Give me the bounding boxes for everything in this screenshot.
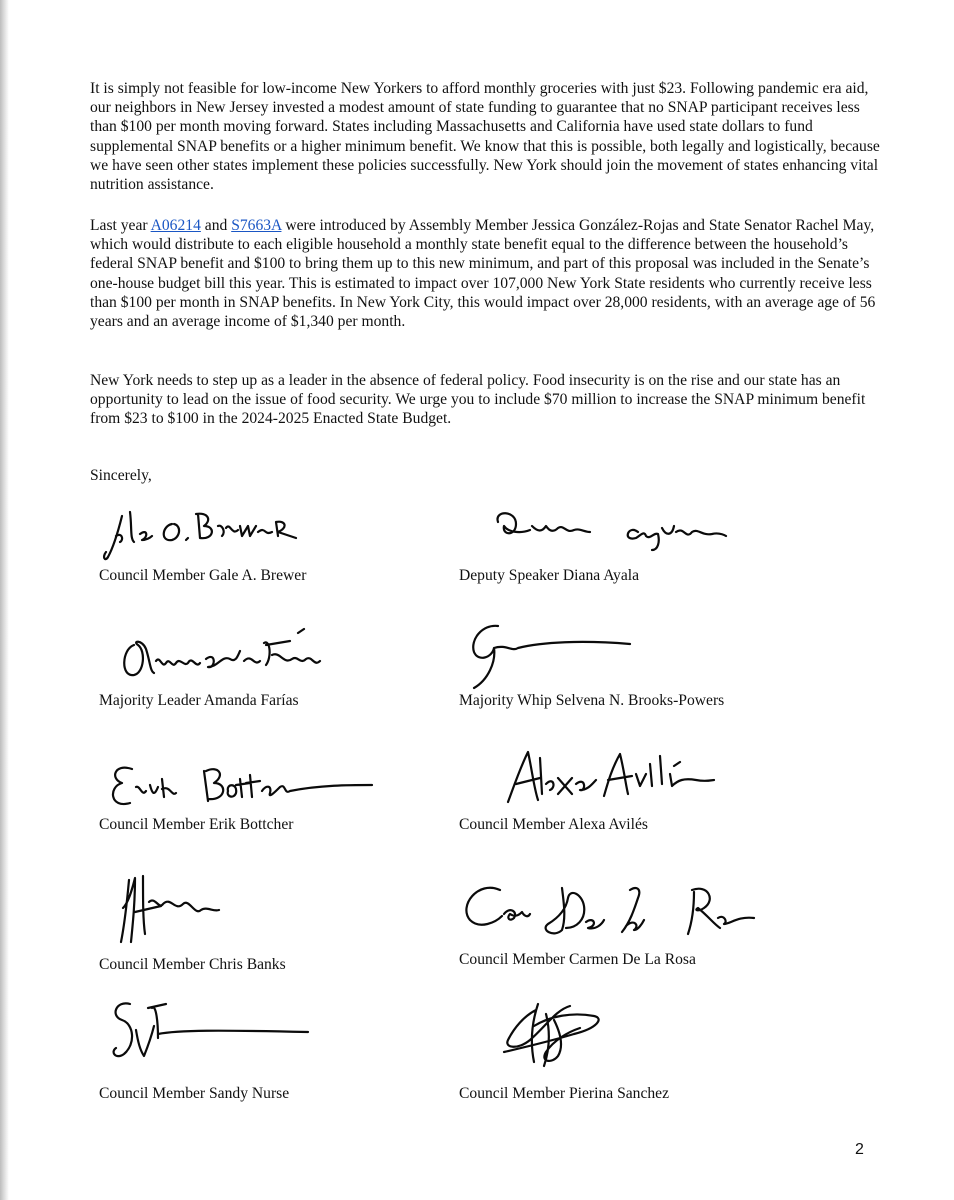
signatory-name: Council Member Alexa Avilés — [459, 816, 648, 833]
page-edge-shadow — [0, 0, 9, 1200]
signature-carmen-de-la-rosa — [458, 878, 768, 942]
closing-sincerely: Sincerely, — [90, 467, 152, 484]
signatory-name: Majority Whip Selvena N. Brooks-Powers — [459, 692, 725, 709]
signatory-name: Deputy Speaker Diana Ayala — [459, 567, 639, 584]
signature-alexa-aviles — [500, 744, 730, 808]
bill-link-s7663a[interactable]: S7663A — [231, 217, 282, 234]
paragraph-legislation-intro: Last year — [90, 217, 151, 234]
signatory-name: Council Member Pierina Sanchez — [459, 1085, 670, 1102]
signature-gale-brewer — [100, 502, 330, 564]
signatory-name: Council Member Carmen De La Rosa — [459, 951, 696, 968]
paragraph-legislation-rest: were introduced by Assembly Member Jessica González-Rojas and State Senator Rachel May, which would distribute to each eligible household a monthly state benefit equal to the difference between the household’s federal SNAP benefit and $100 to bring them up to this new minimum, and part of this proposal was included in the Senate’s one-house budget bill this year. This is estimated to impact over 107,000 New York State residents who currently receive less than $100 per month in SNAP benefits. In New York City, this would impact over 28,000 residents, with an average age of 56 years and an average income of $1,340 per month. — [90, 217, 876, 331]
signatory-name: Council Member Sandy Nurse — [99, 1085, 290, 1102]
signature-pierina-sanchez — [494, 996, 614, 1072]
signature-erik-bottcher — [100, 757, 380, 817]
paragraph-call-to-action: New York needs to step up as a leader in the absence of federal policy. Food insecurity is on the rise and our state has an opportunity to lead on the issue of food security. We urge you to include $70 million to increase the SNAP minimum benefit from $23 to $100 in the 2024-2025 Enacted State Budget. — [90, 372, 866, 428]
paragraph-legislation — [90, 216, 880, 331]
page-number: 2 — [855, 1141, 864, 1158]
bill-link-a06214[interactable]: A06214 — [150, 217, 201, 234]
signature-selvena-brooks-powers — [462, 618, 652, 694]
signature-sandy-nurse — [108, 994, 318, 1074]
signature-diana-ayala — [490, 506, 740, 556]
signature-chris-banks — [115, 872, 235, 948]
paragraph-snap-feasibility: It is simply not feasible for low-income New Yorkers to afford monthly groceries with just $23. Following pandemic era aid, our neighbors in New Jersey invested a modest amount of state funding to guarantee that no SNAP participant receives less than $100 per month moving forward. States including Massachusetts and California have used state dollars to fund supplemental SNAP benefits or a higher minimum benefit. We know that this is possible, both legally and logistically, because we have seen other states implement these policies successfully. New York should join the movement of states enhancing vital nutrition assistance. — [90, 80, 880, 194]
signatory-name: Council Member Chris Banks — [99, 956, 286, 973]
signatory-name: Majority Leader Amanda Farías — [99, 692, 299, 709]
paragraph-legislation-and: and — [200, 217, 232, 234]
signatory-name: Council Member Erik Bottcher — [99, 816, 294, 833]
signatory-name: Council Member Gale A. Brewer — [99, 567, 307, 584]
signature-amanda-farias — [120, 625, 340, 685]
